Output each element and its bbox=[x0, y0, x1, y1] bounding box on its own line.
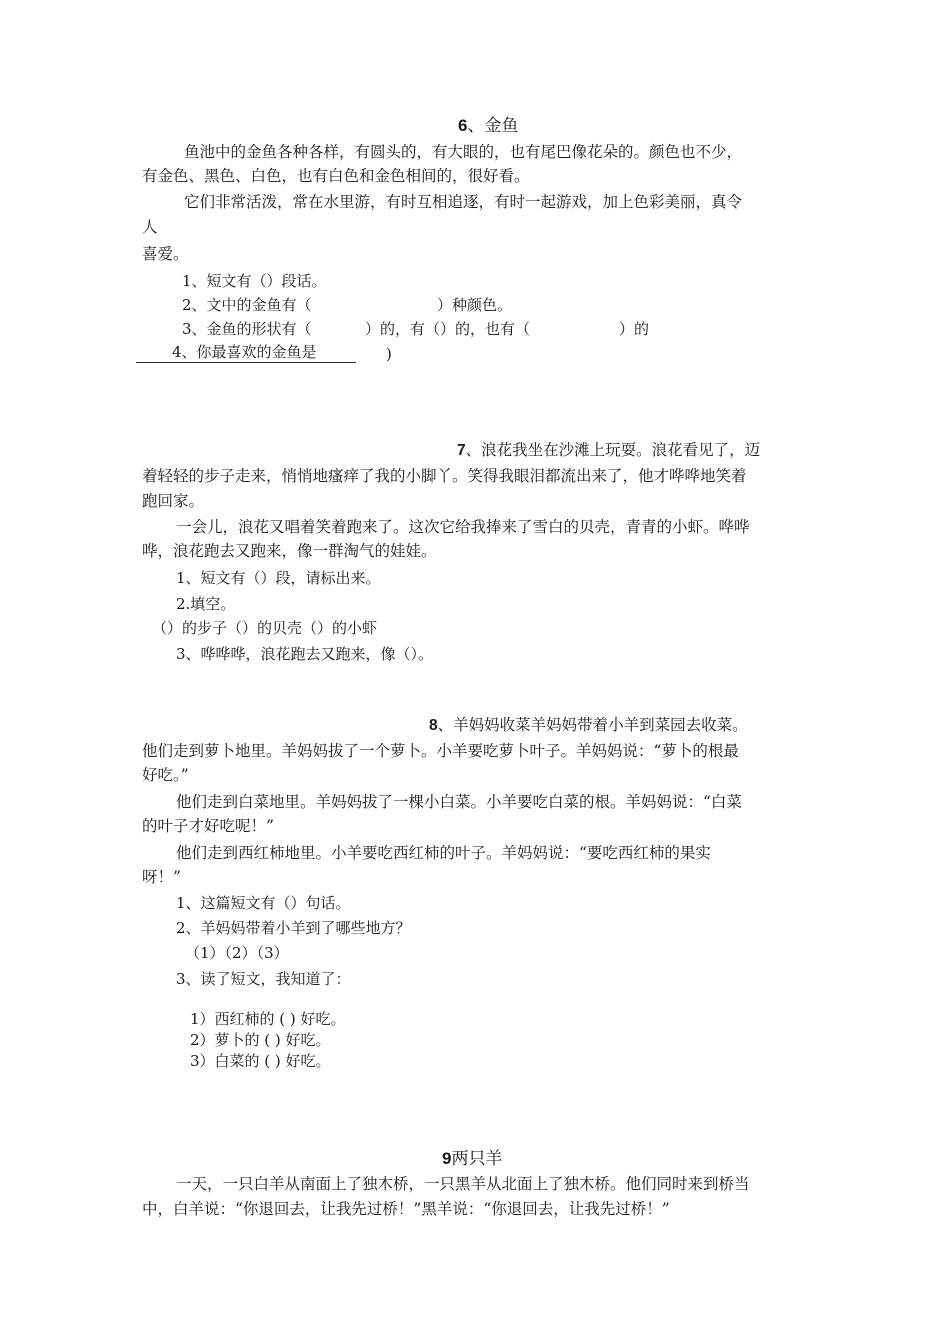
section-8-answer-2: 2）萝卜的 ( ) 好吃。 bbox=[190, 1031, 331, 1049]
answer-underline bbox=[136, 362, 356, 363]
section-8-question-3: 3、读了短文，我知道了： bbox=[176, 970, 351, 988]
section-7-paragraph-1-line-3: 跑回家。 bbox=[142, 492, 205, 510]
section-8-paragraph-1-line-2: 他们走到萝卜地里。羊妈妈拔了一个萝卜。小羊要吃萝卜叶子。羊妈妈说：“萝卜的根最 bbox=[142, 742, 739, 760]
section-7-paragraph-2-line-1: 一会儿，浪花又唱着笑着跑来了。这次它给我捧来了雪白的贝壳，青青的小虾。哗哗 bbox=[176, 518, 750, 536]
section-6-question-2-part-2: ）种颜色。 bbox=[437, 296, 513, 314]
section-9-title-text: 两只羊 bbox=[451, 1149, 503, 1169]
section-7-question-3: 3、哗哗哗，浪花跑去又跑来，像（）。 bbox=[176, 645, 434, 663]
section-9-paragraph-1-line-1: 一天，一只白羊从南面上了独木桥，一只黑羊从北面上了独木桥。他们同时来到桥当 bbox=[176, 1175, 750, 1193]
section-8-paragraph-2-line-1: 他们走到白菜地里。羊妈妈拔了一棵小白菜。小羊要吃白菜的根。羊妈妈说：“白菜 bbox=[176, 793, 742, 811]
section-6-title-text: 、金鱼 bbox=[467, 116, 519, 136]
section-6-question-1: 1、短文有（）段话。 bbox=[182, 272, 327, 290]
section-8-paragraph-1-line-3: 好吃。” bbox=[142, 766, 189, 784]
section-7-number: 7 bbox=[457, 442, 466, 459]
section-6-question-3-part-3: ）的 bbox=[619, 320, 650, 338]
section-6-paragraph-2-line-2: 人 bbox=[142, 218, 158, 236]
section-8-number: 8 bbox=[429, 717, 438, 734]
section-6-paragraph-2-line-3: 喜爱。 bbox=[142, 245, 189, 263]
section-8-title-line bbox=[429, 716, 748, 736]
section-8-paragraph-3-line-1: 他们走到西红柿地里。小羊要吃西红柿的叶子。羊妈妈说：“要吃西红柿的果实 bbox=[176, 844, 711, 862]
section-8-answer-3: 3）白菜的 ( ) 好吃。 bbox=[190, 1052, 331, 1070]
section-8-paragraph-2-line-2: 的叶子才好吃呢！” bbox=[142, 817, 274, 835]
section-7-question-2-fill: （）的步子（）的贝壳（）的小虾 bbox=[152, 619, 378, 637]
section-8-answer-1: 1）西红柿的 ( ) 好吃。 bbox=[190, 1010, 346, 1028]
section-9-title bbox=[442, 1149, 502, 1169]
section-9-number: 9 bbox=[442, 1149, 452, 1168]
section-7-paragraph-1-line-2: 着轻轻的步子走来，悄悄地瘙痒了我的小脚丫。笑得我眼泪都流出来了，他才哗哗地笑着 bbox=[142, 467, 747, 485]
section-8-question-2-answers: （1）（2）（3） bbox=[185, 944, 289, 962]
section-6-paragraph-1-line-2: 有金色、黑色、白色，也有白色和金色相间的，很好看。 bbox=[142, 167, 530, 185]
section-6-paragraph-2-line-1: 它们非常活泼，常在水里游，有时互相追逐，有时一起游戏，加上色彩美丽，真令 bbox=[184, 193, 743, 211]
section-6-question-4-part-1: 4、你最喜欢的金鱼是 bbox=[172, 343, 317, 361]
section-7-title-line bbox=[457, 441, 760, 461]
section-6-question-4-part-2: ) bbox=[386, 345, 392, 363]
section-6-question-3-part-2: ）的，有（）的，也有（ bbox=[365, 320, 531, 338]
section-8-question-1: 1、这篇短文有（）句话。 bbox=[176, 894, 351, 912]
section-7-question-2: 2.填空。 bbox=[176, 595, 236, 613]
section-6-number: 6 bbox=[458, 116, 468, 135]
section-6-question-2-part-1: 2、文中的金鱼有（ bbox=[182, 296, 312, 314]
section-8-paragraph-3-line-2: 呀！” bbox=[142, 868, 181, 886]
section-6-paragraph-1-line-1: 鱼池中的金鱼各种各样，有圆头的，有大眼的，也有尾巴像花朵的。颜色也不少， bbox=[184, 143, 743, 161]
section-9-paragraph-1-line-2: 中，白羊说：“你退回去，让我先过桥！”黑羊说：“你退回去，让我先过桥！” bbox=[142, 1200, 670, 1218]
section-7-paragraph-2-line-2: 哗，浪花跑去又跑来，像一群淘气的娃娃。 bbox=[142, 542, 437, 560]
section-6-question-3-part-1: 3、金鱼的形状有（ bbox=[182, 320, 312, 338]
section-8-title-text: 、羊妈妈收菜羊妈妈带着小羊到菜园去收菜。 bbox=[437, 716, 748, 734]
section-7-question-1: 1、短文有（）段，请标出来。 bbox=[176, 569, 381, 587]
section-7-title-text: 、浪花我坐在沙滩上玩耍。浪花看见了，迈 bbox=[465, 441, 761, 459]
section-6-title bbox=[458, 116, 518, 136]
section-8-question-2: 2、羊妈妈带着小羊到了哪些地方？ bbox=[176, 919, 411, 937]
